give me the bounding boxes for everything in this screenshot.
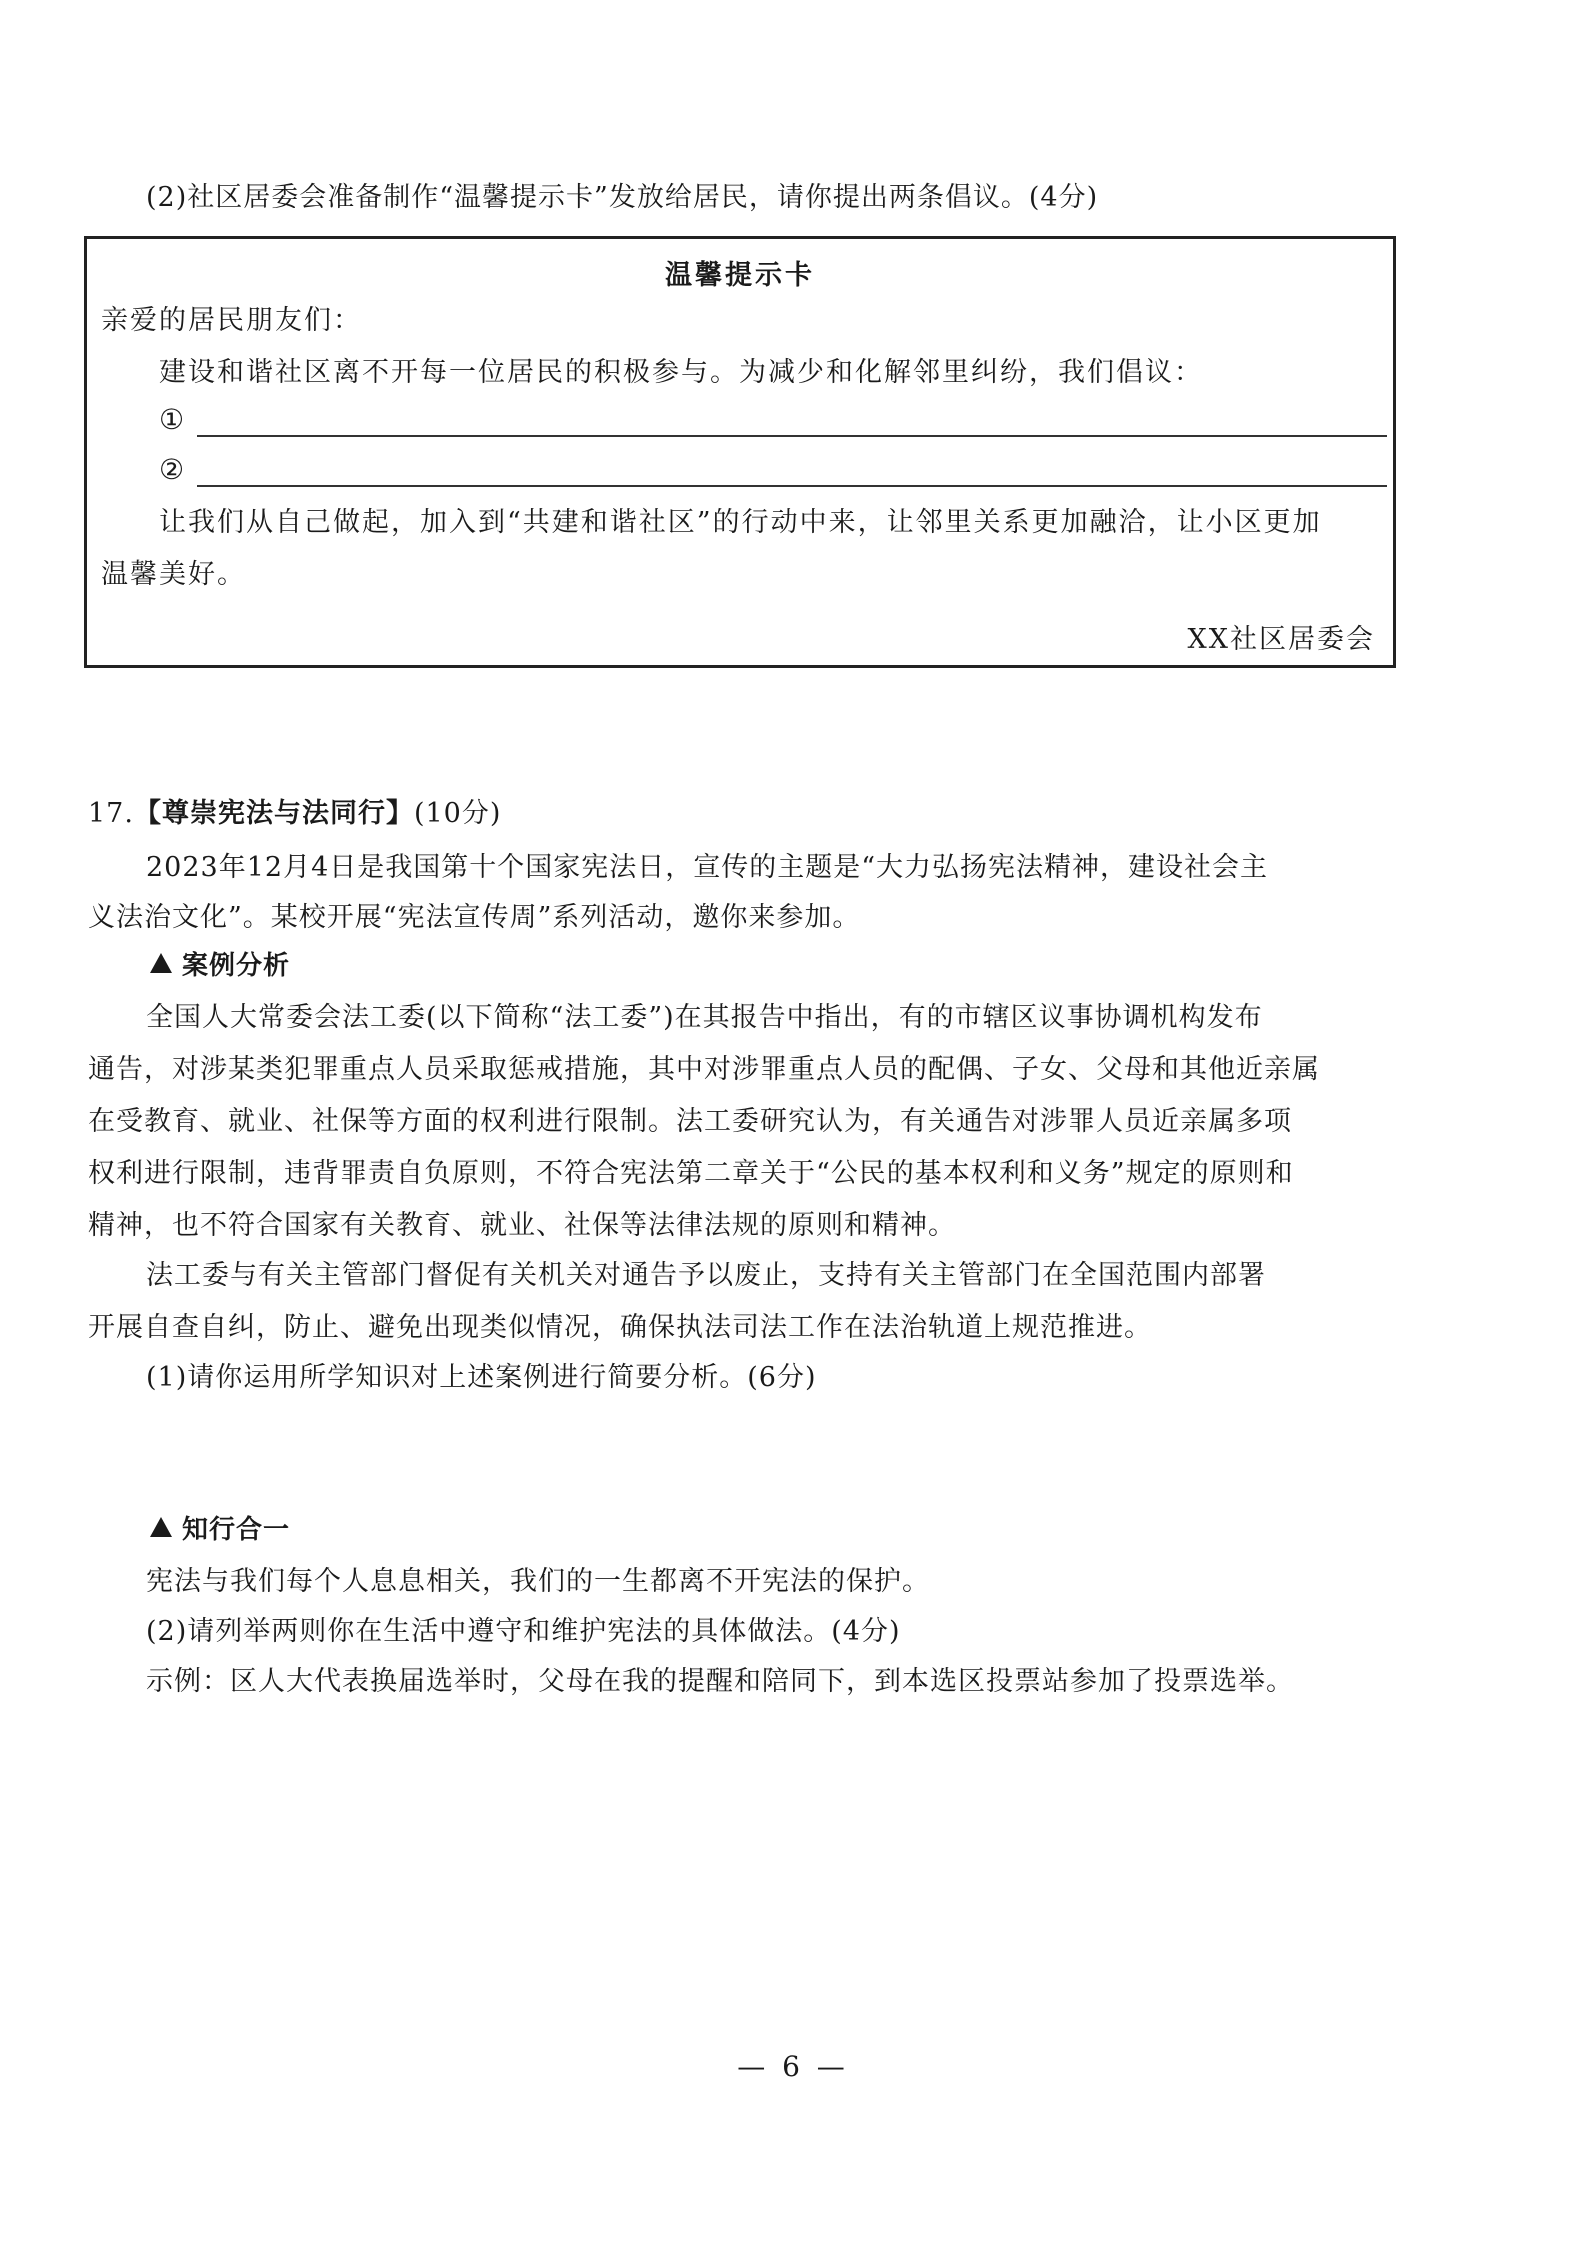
- section-knowledge-action: [150, 1512, 290, 1548]
- blank1-marker: ①: [159, 403, 185, 436]
- card-greeting: 亲爱的居民朋友们：: [101, 305, 362, 336]
- reminder-card: [84, 236, 1396, 668]
- q17-part1: (1)请你运用所学知识对上述案例进行简要分析。(6分): [146, 1362, 817, 1393]
- q17-example: 示例：区人大代表换届选举时，父母在我的提醒和陪同下，到本选区投票站参加了投票选举。: [146, 1666, 1294, 1697]
- page-number: — 6 —: [737, 2050, 849, 2083]
- card-closing-line1: 让我们从自己做起，加入到“共建和谐社区”的行动中来，让邻里关系更加融洽，让小区更加: [159, 507, 1322, 538]
- case-p1-line3: 在受教育、就业、社保等方面的权利进行限制。法工委研究认为，有关通告对涉罪人员近亲属多项: [88, 1106, 1292, 1137]
- q17-heading: [88, 796, 501, 832]
- case-p2-line1: 法工委与有关主管部门督促有关机关对通告予以废止，支持有关主管部门在全国范围内部署: [146, 1260, 1266, 1291]
- card-signature: XX社区居委会: [1187, 624, 1375, 655]
- card-intro: 建设和谐社区离不开每一位居民的积极参与。为减少和化解邻里纠纷，我们倡议：: [159, 357, 1203, 388]
- s2-line1: 宪法与我们每个人息息相关，我们的一生都离不开宪法的保护。: [146, 1566, 930, 1597]
- q17-score: (10分): [413, 798, 502, 829]
- case-p1-line1: 全国人大常委会法工委(以下简称“法工委”)在其报告中指出，有的市辖区议事协调机构发布: [146, 1002, 1263, 1033]
- section-case-analysis: [150, 948, 290, 984]
- q17-intro-line2: 义法治文化”。某校开展“宪法宣传周”系列活动，邀你来参加。: [88, 902, 861, 933]
- answer-blank-2[interactable]: [197, 485, 1387, 487]
- card-title: 温馨提示卡: [665, 260, 815, 291]
- q17-number: 17.: [88, 798, 134, 829]
- blank2-marker: ②: [159, 453, 185, 486]
- case-p1-line2: 通告，对涉某类犯罪重点人员采取惩戒措施，其中对涉罪重点人员的配偶、子女、父母和其他近亲属: [88, 1054, 1320, 1085]
- triangle-icon: [150, 1517, 172, 1537]
- card-closing-line2: 温馨美好。: [101, 559, 246, 590]
- q17-part2: (2)请列举两则你在生活中遵守和维护宪法的具体做法。(4分): [146, 1616, 901, 1647]
- section2-title: 知行合一: [182, 1515, 291, 1545]
- case-p1-line4: 权利进行限制，违背罪责自负原则，不符合宪法第二章关于“公民的基本权利和义务”规定的原则和: [88, 1158, 1294, 1189]
- q17-intro-line1: 2023年12月4日是我国第十个国家宪法日，宣传的主题是“大力弘扬宪法精神，建设社会主: [146, 852, 1269, 883]
- answer-blank-1[interactable]: [197, 435, 1387, 437]
- section1-title: 案例分析: [182, 951, 291, 981]
- case-p2-line2: 开展自查自纠，防止、避免出现类似情况，确保执法司法工作在法治轨道上规范推进。: [88, 1312, 1152, 1343]
- q16-part2-prompt: (2)社区居委会准备制作“温馨提示卡”发放给居民，请你提出两条倡议。(4分): [146, 182, 1099, 213]
- case-p1-line5: 精神，也不符合国家有关教育、就业、社保等法律法规的原则和精神。: [88, 1210, 956, 1241]
- triangle-icon: [150, 953, 172, 973]
- q17-title: 【尊崇宪法与法同行】: [133, 798, 414, 829]
